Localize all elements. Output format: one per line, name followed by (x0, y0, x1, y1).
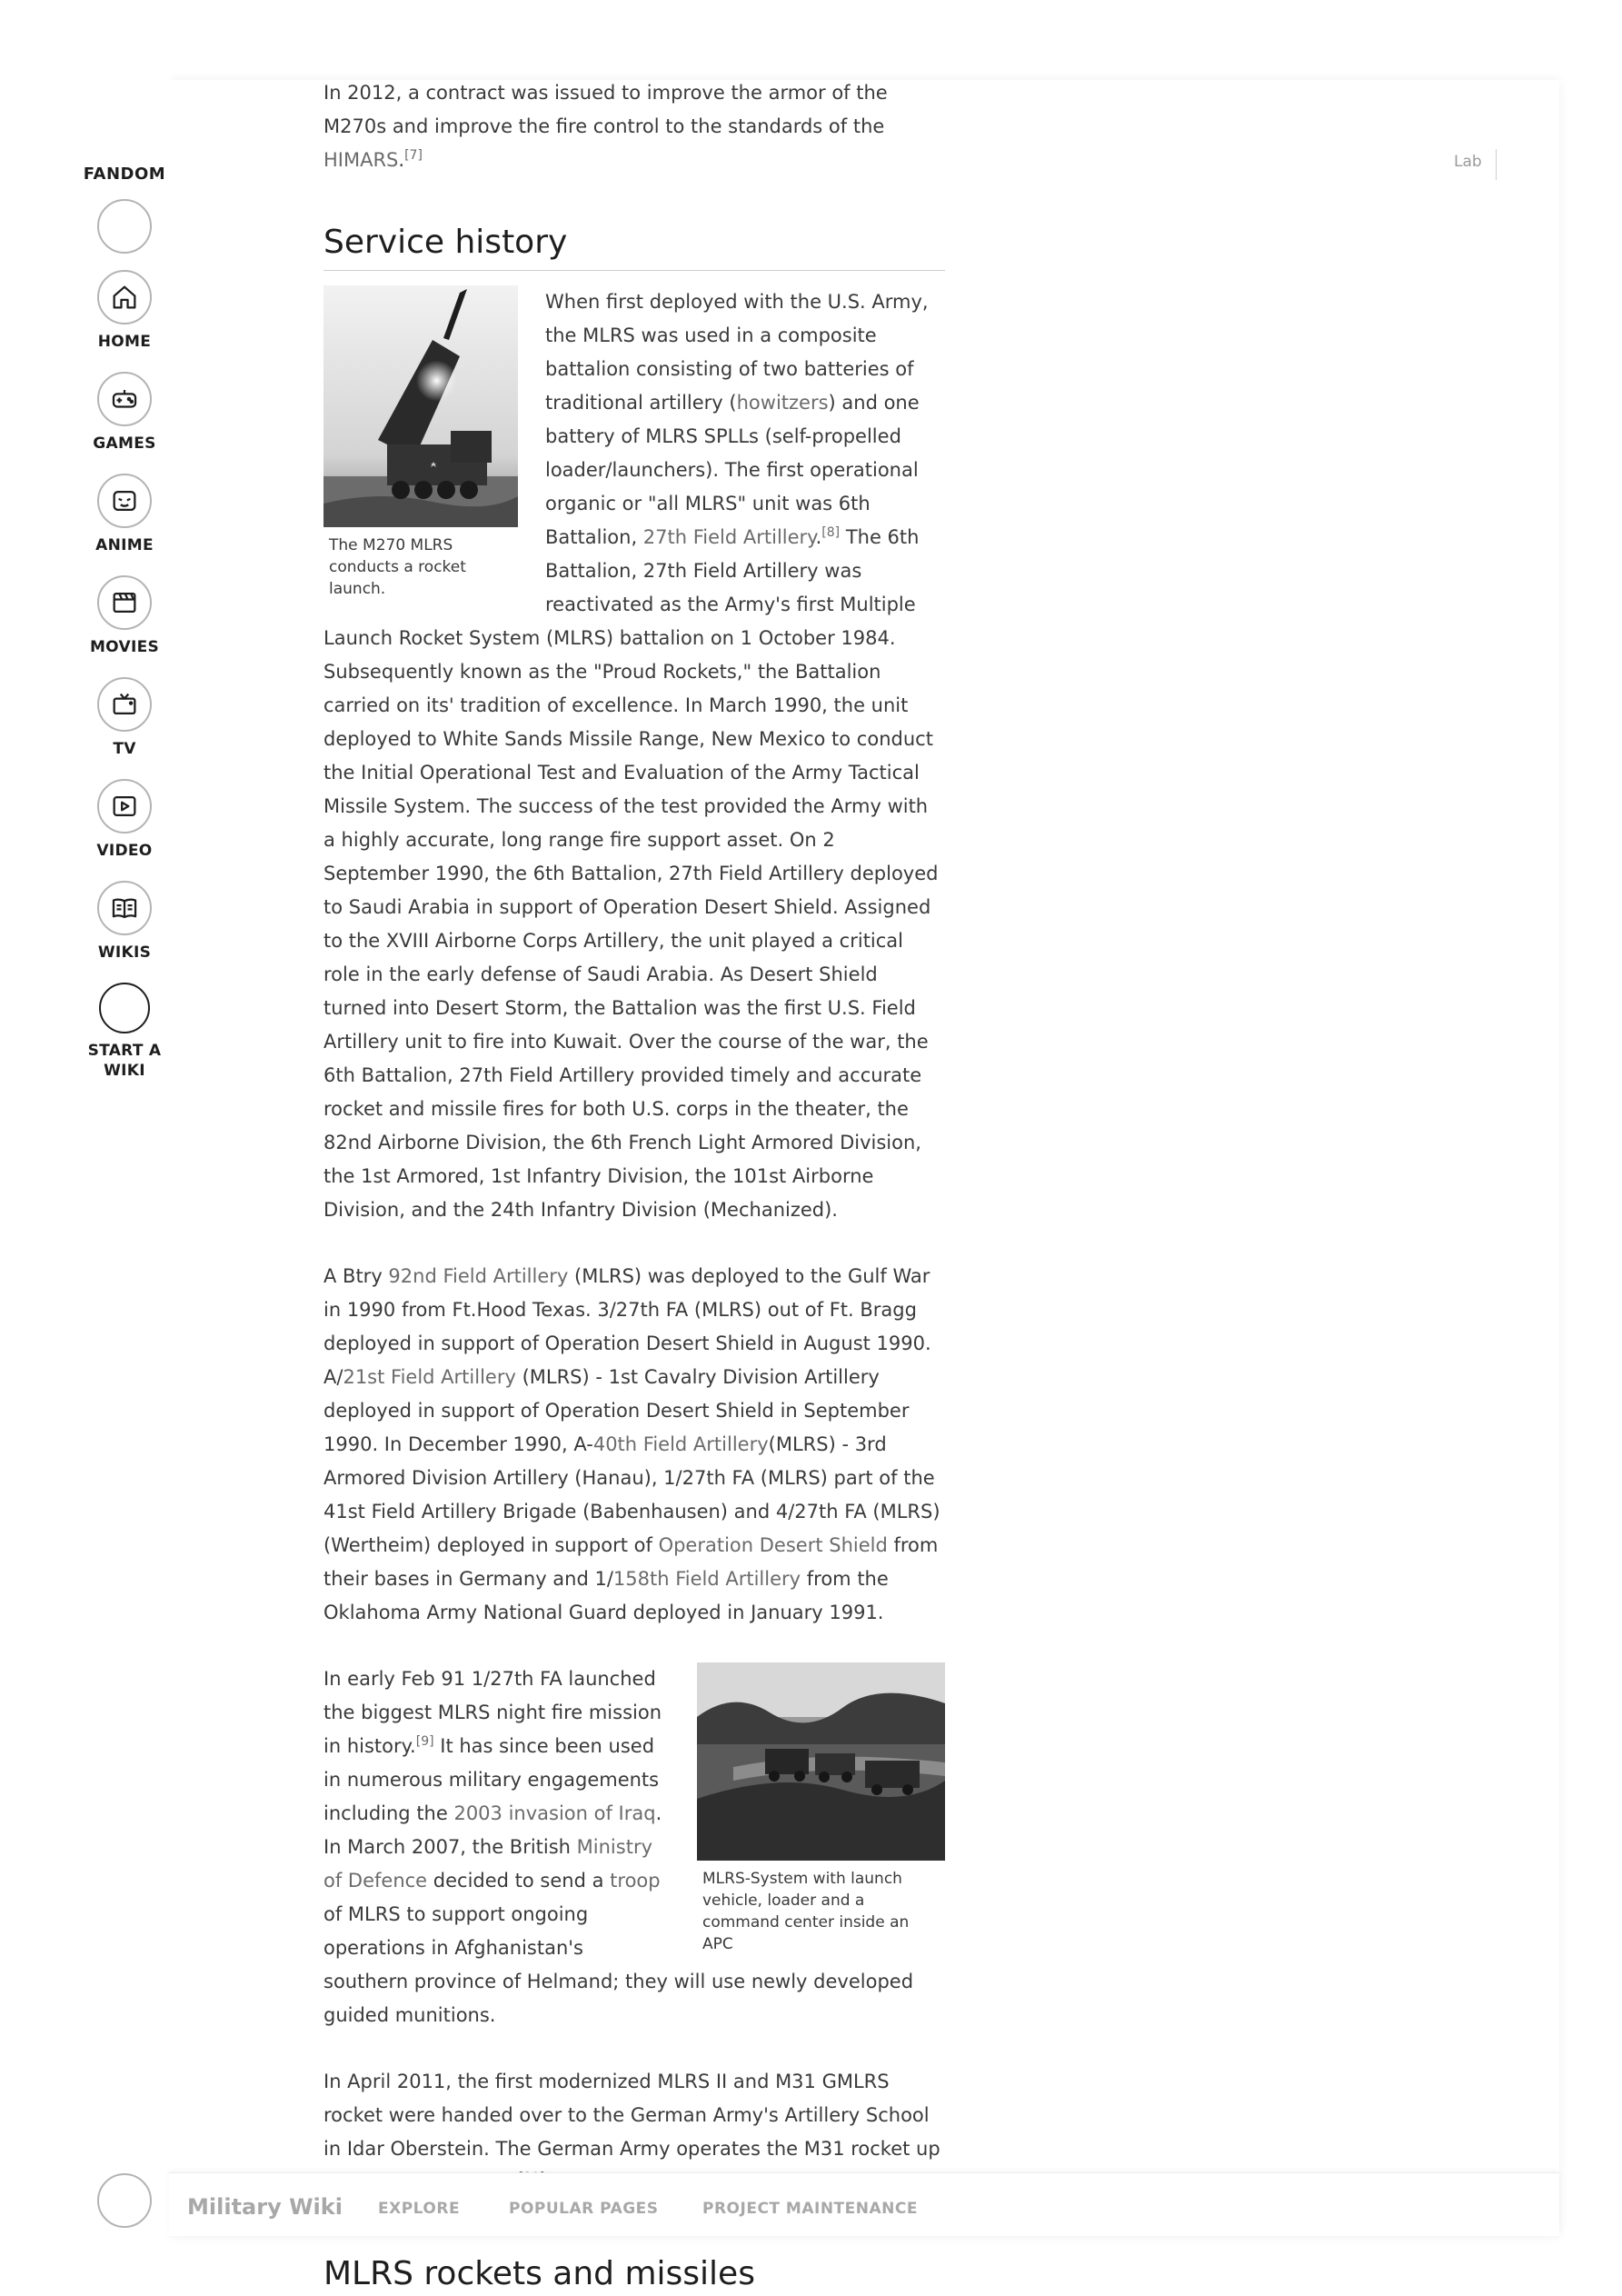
fandom-logo[interactable]: FANDOM (83, 165, 166, 184)
service-history-paragraph-1: When first deployed with the U.S. Army, the MLRS was used in a composite battalion consisting of two batteries of traditional artillery (howitzers) and one battery of MLRS SPLLs (self-propelled loader/launchers). The first operational organic or "all MLRS" unit was 6th Battalion, 27th Field Artillery.[8] The 6th Battalion, 27th Field Artillery was reactivated as the Army's first Multiple Launch Rocket System (MLRS) battalion on 1 October 1984. Subsequently known as the "Proud Rockets," the Battalion carried on its' tradition of excellence. In March 1990, the unit deployed to White Sands Missile Range, New Mexico to conduct the Initial Operational Test and Evaluation of the Army Tactical Missile System. The success of the test provided the Army with a highly accurate, long range fire support asset. On 2 September 1990, the 6th Battalion, 27th Field Artillery deployed to Saudi Arabia in support of Operation Desert Shield. Assigned to the XVIII Airborne Corps Artillery, the unit played a critical role in the early defense of Saudi Arabia. As Desert Shield turned into Desert Storm, the Battalion was the first U.S. Field Artillery unit to fire into Kuwait. Over the course of the war, the 6th Battalion, 27th Field Artillery provided timely and accurate rocket and missile fires for both U.S. corps in the theater, the 82nd Airborne Division, the 6th French Light Armored Division, the 1st Armored, 1st Infantry Division, the 101st Airborne Division, and the 24th Infantry Division (Mechanized). (323, 291, 939, 1221)
explore-link[interactable]: EXPLORE (378, 2200, 461, 2218)
nav-label: GAMES (93, 434, 156, 453)
tv-icon (109, 689, 140, 720)
nav-label: WIKIS (97, 943, 152, 962)
service-history-paragraph-2: A Btry 92nd Field Artillery (MLRS) was deployed to the Gulf War in 1990 from Ft.Hood Texas. 3/27th FA (MLRS) out of Ft. Bragg deployed in support of Operation Desert Shield in August 1990. A/21st Field Artillery (MLRS) - 1st Cavalry Division Artillery deployed in support of Operation Desert Shield in September 1990. In December 1990, A-40th Field Artillery(MLRS) - 3rd Armored Division Artillery (Hanau), 1/27th FA (MLRS) part of the 41st Field Artillery Brigade (Babenhausen) and 4/27th FA (MLRS) (Wertheim) deployed in support of Operation Desert Shield from their bases in Germany and 1/158th Field Artillery from the Oklahoma Army National Guard deployed in January 1991. (323, 1265, 940, 1623)
ministry-of-defence-link[interactable]: Ministry of Defence (323, 1836, 653, 1892)
lab-link[interactable]: Lab (1454, 153, 1482, 171)
image-mlrs-system[interactable] (697, 1662, 945, 1955)
home-icon (109, 282, 140, 313)
nav-item-games[interactable] (0, 372, 249, 454)
popular-pages-link[interactable]: POPULAR PAGES (509, 2200, 659, 2218)
gamepad-icon (109, 384, 140, 414)
project-maintenance-link[interactable]: PROJECT MAINTENANCE (702, 2200, 918, 2218)
158th-field-artillery-link[interactable]: 158th Field Artillery (612, 1568, 801, 1590)
40th-field-artillery-link[interactable]: 40th Field Artillery (592, 1433, 769, 1455)
anime-icon (109, 485, 140, 516)
image-caption: MLRS-System with launch vehicle, loader and a command center inside an APC (702, 1870, 910, 1953)
nav-item-home[interactable] (0, 270, 249, 352)
mlrs-system-convoy-photo[interactable] (697, 1662, 945, 1861)
92nd-field-artillery-link[interactable]: 92nd Field Artillery (388, 1265, 569, 1287)
nav-user-avatar[interactable] (0, 199, 249, 254)
nav-item-video[interactable] (0, 779, 249, 861)
2003-invasion-of-iraq-link[interactable]: 2003 invasion of Iraq (453, 1802, 656, 1824)
wiki-name[interactable]: Military Wiki (187, 2194, 343, 2220)
operation-desert-shield-link[interactable]: Operation Desert Shield (658, 1534, 888, 1556)
reference-8[interactable]: [8] (821, 525, 841, 540)
nav-item-start-wiki[interactable] (0, 983, 249, 1081)
bottom-avatar[interactable] (97, 2173, 152, 2228)
clapperboard-icon (109, 587, 140, 618)
21st-field-artillery-link[interactable]: 21st Field Artillery (343, 1366, 516, 1388)
nav-label: TV (113, 740, 136, 758)
article-content (323, 76, 945, 2296)
book-icon (109, 893, 140, 923)
header-divider (1496, 149, 1497, 180)
himars-link[interactable]: HIMARS (323, 149, 399, 171)
nav-item-wikis[interactable] (0, 881, 249, 963)
nav-label: START A WIKI (87, 1042, 162, 1080)
nav-label: VIDEO (96, 842, 153, 860)
nav-label: MOVIES (89, 638, 160, 656)
nav-label: HOME (97, 333, 152, 351)
service-history-paragraph-3: In early Feb 91 1/27th FA launched the biggest MLRS night fire mission in history.[9] It has since been used in numerous military engagements including the 2003 invasion of Iraq. In March 2007, the British Ministry of Defence decided to send a troop of MLRS to support ongoing operations in Afghanistan's southern province of Helmand; they will use newly developed guided munitions. (323, 1668, 914, 2026)
service-history-paragraph-4: In April 2011, the first modernized MLRS II and M31 GMLRS rocket were handed over to the German Army's Artillery School in Idar Oberstein. The German Army operates the M31 rocket up (323, 2065, 945, 2200)
m270-rocket-launch-photo[interactable] (323, 285, 518, 527)
troop-link[interactable]: troop (610, 1870, 661, 1892)
play-icon (109, 791, 140, 822)
start-wiki-icon (99, 983, 150, 1033)
howitzers-link[interactable]: howitzers (736, 392, 829, 414)
nav-item-anime[interactable] (0, 474, 249, 555)
section-heading-service-history: Service history (323, 223, 945, 271)
nav-item-tv[interactable] (0, 677, 249, 759)
user-avatar[interactable] (97, 199, 152, 254)
reference-7[interactable]: [7] (404, 148, 423, 163)
section-heading-mlrs-rockets: MLRS rockets and missiles (323, 2255, 755, 2292)
intro-paragraph: In 2012, a contract was issued to improve the armor of the M270s and improve the fire control to the standards of the HIMARS.[7] (323, 82, 888, 171)
global-navigation (0, 0, 169, 2236)
27th-field-artillery-link[interactable]: 27th Field Artillery (642, 526, 816, 548)
image-m270-launch[interactable] (323, 285, 518, 600)
nav-item-movies[interactable] (0, 575, 249, 657)
nav-label: ANIME (95, 536, 154, 554)
reference-9[interactable]: [9] (415, 1734, 434, 1749)
image-caption: The M270 MLRS conducts a rocket launch. (329, 536, 466, 598)
